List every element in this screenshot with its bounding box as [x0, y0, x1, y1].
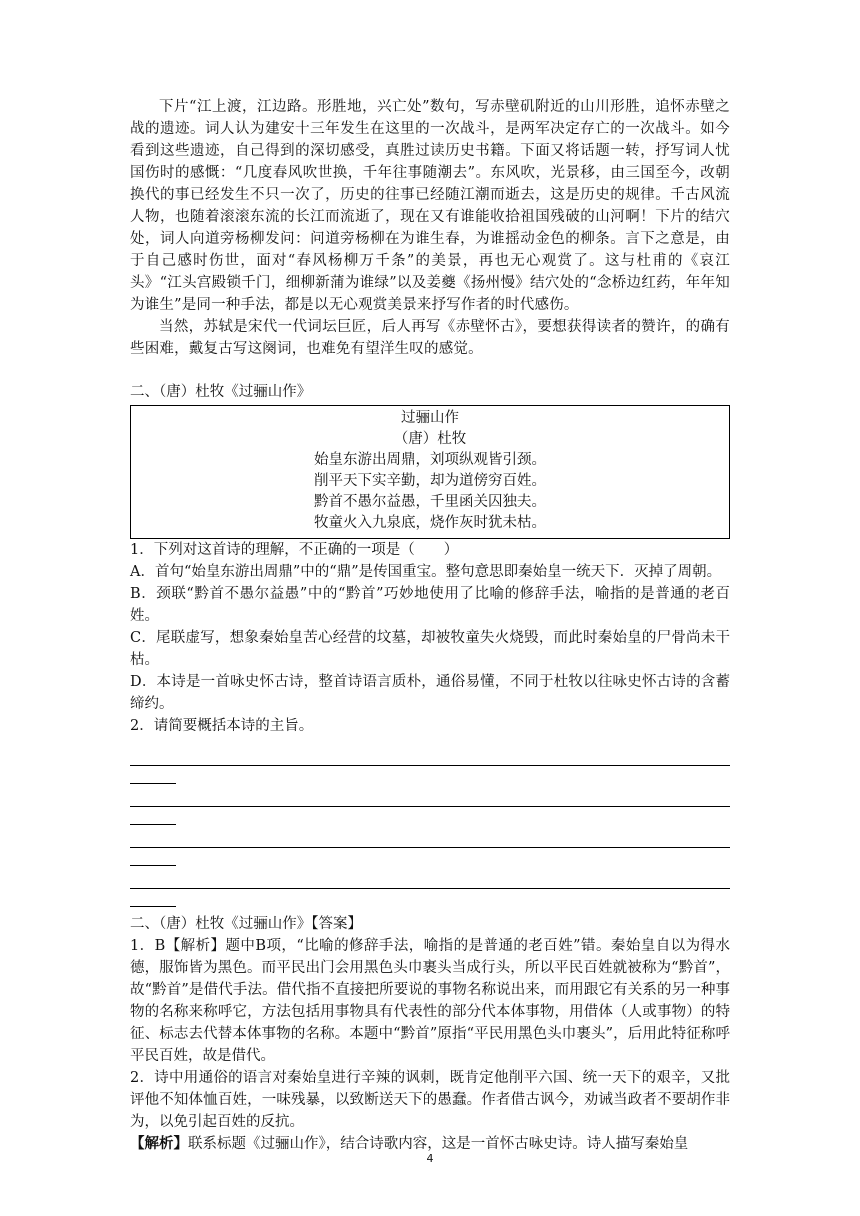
answer-line-short[interactable] [130, 807, 176, 825]
answer-lines[interactable] [130, 743, 730, 907]
answer-line[interactable] [130, 743, 730, 766]
answer-line[interactable] [130, 825, 730, 848]
poem-line: 黔首不愚尔益愚，千里函关囚独夫。 [314, 494, 546, 510]
poem-title: 过骊山作 [401, 410, 459, 426]
question-2: 2．请简要概括本诗的主旨。 [130, 718, 314, 734]
answer-line[interactable] [130, 784, 730, 807]
answer-1: 1．B【解析】题中B项，“比喻的修辞手法，喻指的是普通的老百姓”错。秦始皇自以为得水德，服饰皆为黑色。而平民出门会用黑色头巾裹头当成行头，所以平民百姓就被称为“黔首”，故“黔首”是借代手法。借代指不直接把所要说的事物名称说出来，而用跟它有关系的另一种事物的名称来称呼它，方法包括用事物具有代表性的部分代本体事物，用借体（人或事物）的特征、标志去代替本体事物的名称。本题中“黔首”原指“平民用黑色头巾裹头”，后用此特征称呼平民百姓，故是借代。 [130, 938, 730, 1064]
analysis-label: 【解析】 [130, 1135, 188, 1152]
essay-paragraph-2: 当然，苏轼是宋代一代词坛巨匠，后人再写《赤壁怀古》，要想获得读者的赞许，的确有些困难，戴复古写这阕词，也难免有望洋生叹的感觉。 [130, 319, 730, 357]
poem-line: 削平天下实辛勤，却为道傍穷百姓。 [314, 473, 546, 489]
page-content [130, 96, 730, 1155]
poem-line: 牧童火入九泉底，烧作灰时犹未枯。 [314, 515, 546, 531]
answer-line-short[interactable] [130, 766, 176, 784]
answer-line-short[interactable] [130, 848, 176, 866]
answer-line[interactable] [130, 866, 730, 889]
answer-title: 二、（唐）杜牧《过骊山作》【答案】 [130, 916, 362, 932]
option-a: A．首句“始皇东游出周鼎”中的“鼎”是传国重宝。整句意思即秦始皇一统天下．灭掉了周朝。 [130, 564, 722, 580]
option-c: C．尾联虚写，想象秦始皇苦心经营的坟墓，却被牧童失火烧毁，而此时秦始皇的尸骨尚未干枯。 [130, 630, 730, 668]
poem-author: （唐）杜牧 [393, 431, 467, 447]
answer-2: 2．诗中用通俗的语言对秦始皇进行辛辣的讽刺，既肯定他削平六国、统一天下的艰辛，又批评他不知体恤百姓，一味残暴，以致断送天下的愚蠢。作者借古讽今，劝诫当政者不要胡作非为，以免引起百姓的反抗。 [130, 1070, 730, 1130]
section-title: 二、（唐）杜牧《过骊山作》 [130, 384, 312, 400]
poem-box [130, 405, 730, 539]
option-d: D．本诗是一首咏史怀古诗，整首诗语言质朴，通俗易懂，不同于杜牧以往咏史怀古诗的含蓄缔约。 [130, 674, 730, 712]
page-number: 4 [426, 1152, 434, 1165]
answer-3-text: 联系标题《过骊山作》，结合诗歌内容，这是一首怀古咏史诗。诗人描写秦始皇 [188, 1136, 689, 1152]
essay-paragraph-1: 下片“江上渡，江边路。形胜地，兴亡处”数句，写赤壁矶附近的山川形胜，追怀赤壁之战的遗迹。词人认为建安十三年发生在这里的一次战斗，是两军决定存亡的一次战斗。如今看到这些遗迹，自己得到的深切感受，真胜过读历史书籍。下面又将话题一转，抒写词人忧国伤时的感慨：“几度春风吹世换，千年往事随潮去”。东风吹，光景移，由三国至今，改朝换代的事已经发生不只一次了，历史的往事已经随江潮而逝去，这是历史的规律。千古风流人物，也随着滚滚东流的长江而流逝了，现在又有谁能收拾祖国残破的山河啊！下片的结穴处，词人向道旁杨柳发问：问道旁杨柳在为谁生春，为谁摇动金色的柳条。言下之意是，由于自己感时伤世，面对“春风杨柳万千条”的美景，再也无心观赏了。这与杜甫的《哀江头》“江头宫殿锁千门，细柳新蒲为谁绿”以及姜夔《扬州慢》结穴处的“念桥边红药，年年知为谁生”是同一种手法，都是以无心观赏美景来抒写作者的时代感伤。 [130, 99, 730, 313]
answer-line-short[interactable] [130, 889, 176, 907]
poem-line: 始皇东游出周鼎，刘项纵观皆引颈。 [314, 452, 546, 468]
question-1: 1．下列对这首诗的理解，不正确的一项是（ ） [130, 542, 459, 558]
option-b: B．颈联“黔首不愚尔益愚”中的“黔首”巧妙地使用了比喻的修辞手法，喻指的是普通的老百姓。 [130, 586, 730, 624]
